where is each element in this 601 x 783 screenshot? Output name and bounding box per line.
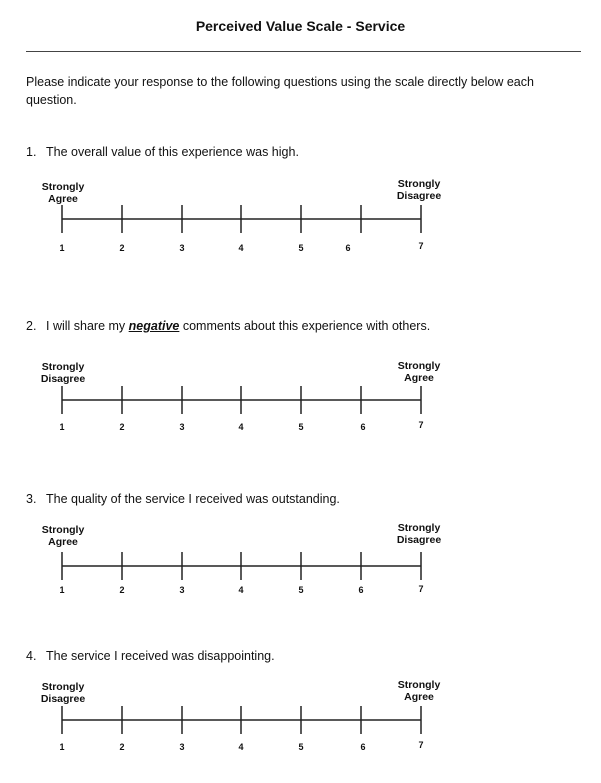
question-2 bbox=[26, 318, 571, 334]
scale-point-7[interactable]: 7 bbox=[418, 584, 424, 594]
scale-point-3[interactable]: 3 bbox=[179, 243, 185, 253]
scale-point-4[interactable]: 4 bbox=[238, 243, 244, 253]
scale-point-6[interactable]: 6 bbox=[358, 585, 364, 595]
scale-point-6[interactable]: 6 bbox=[345, 243, 351, 253]
question-4 bbox=[26, 648, 571, 664]
scale-point-7[interactable]: 7 bbox=[418, 241, 424, 251]
scale-left-anchor: Strongly Disagree bbox=[40, 361, 86, 385]
question-emphasis: negative bbox=[128, 319, 180, 333]
scale-point-6[interactable]: 6 bbox=[360, 422, 366, 432]
scale-point-4[interactable]: 4 bbox=[238, 585, 244, 595]
scale-point-1[interactable]: 1 bbox=[59, 243, 65, 253]
question-number: 1. bbox=[26, 145, 37, 159]
scale-left-anchor: Strongly Agree bbox=[41, 524, 85, 548]
scale-point-5[interactable]: 5 bbox=[298, 243, 304, 253]
question-number: 2. bbox=[26, 319, 37, 333]
scale-line[interactable] bbox=[0, 678, 601, 768]
scale-right-anchor: Strongly Agree bbox=[397, 360, 441, 384]
page-title: Perceived Value Scale - Service bbox=[195, 18, 406, 34]
scale-point-5[interactable]: 5 bbox=[298, 742, 304, 752]
scale-point-2[interactable]: 2 bbox=[119, 243, 125, 253]
scale-point-3[interactable]: 3 bbox=[179, 742, 185, 752]
scale-right-anchor: Strongly Disagree bbox=[396, 178, 442, 202]
question-number: 3. bbox=[26, 492, 37, 506]
scale-right-anchor: Strongly Agree bbox=[397, 679, 441, 703]
scale-point-2[interactable]: 2 bbox=[119, 585, 125, 595]
scale-line[interactable] bbox=[0, 522, 601, 612]
scale-point-3[interactable]: 3 bbox=[179, 422, 185, 432]
scale-point-2[interactable]: 2 bbox=[119, 422, 125, 432]
question-text-before: I will share my bbox=[46, 319, 129, 333]
question-text: The quality of the service I received was outstanding. bbox=[46, 492, 340, 506]
question-1 bbox=[26, 144, 571, 160]
scale-point-5[interactable]: 5 bbox=[298, 585, 304, 595]
rating-scale-3[interactable] bbox=[0, 522, 601, 612]
scale-left-anchor: Strongly Agree bbox=[41, 181, 85, 205]
rating-scale-1[interactable] bbox=[0, 178, 601, 268]
scale-left-anchor: Strongly Disagree bbox=[40, 681, 86, 705]
scale-point-4[interactable]: 4 bbox=[238, 742, 244, 752]
question-text: The service I received was disappointing. bbox=[46, 649, 275, 663]
question-text: The overall value of this experience was high. bbox=[46, 145, 299, 159]
instructions-text: Please indicate your response to the following questions using the scale directly below each question. bbox=[26, 75, 534, 107]
question-text-after: comments about this experience with others. bbox=[179, 319, 431, 333]
scale-point-5[interactable]: 5 bbox=[298, 422, 304, 432]
title-divider bbox=[26, 51, 581, 52]
scale-point-1[interactable]: 1 bbox=[59, 742, 65, 752]
scale-line[interactable] bbox=[0, 358, 601, 448]
scale-point-3[interactable]: 3 bbox=[179, 585, 185, 595]
scale-right-anchor: Strongly Disagree bbox=[396, 522, 442, 546]
scale-point-6[interactable]: 6 bbox=[360, 742, 366, 752]
scale-point-2[interactable]: 2 bbox=[119, 742, 125, 752]
scale-point-4[interactable]: 4 bbox=[238, 422, 244, 432]
scale-point-1[interactable]: 1 bbox=[59, 422, 65, 432]
scale-point-7[interactable]: 7 bbox=[418, 420, 424, 430]
question-3 bbox=[26, 491, 571, 507]
rating-scale-4[interactable] bbox=[0, 678, 601, 768]
scale-point-1[interactable]: 1 bbox=[59, 585, 65, 595]
scale-point-7[interactable]: 7 bbox=[418, 740, 424, 750]
scale-line[interactable] bbox=[0, 178, 601, 268]
question-number: 4. bbox=[26, 649, 37, 663]
rating-scale-2[interactable] bbox=[0, 358, 601, 448]
